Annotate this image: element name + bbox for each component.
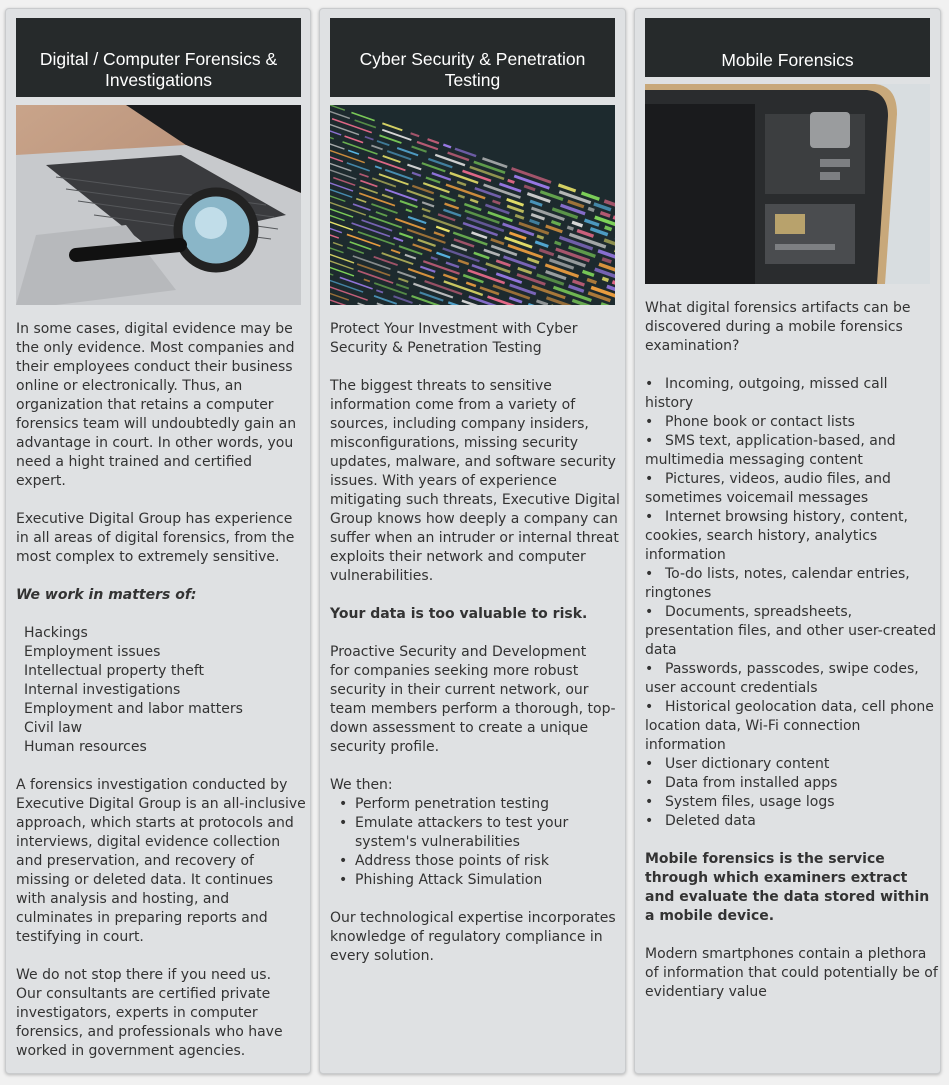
list-item: • Emulate attackers to test your system's vulnerabilities: [330, 814, 620, 852]
card-body: [16, 320, 306, 1080]
list-item: Internal investigations: [24, 682, 181, 698]
card-body: [330, 320, 620, 985]
bullet: •: [645, 604, 654, 620]
artifacts-list: [645, 375, 939, 831]
investigation-paragraph: A forensics investigation conducted by Executive Digital Group is an all-inclusive approach, which starts at protocols and interviews, digital evidence collection and preservation, and recovery of missing or deleted data. It continues with analysis and hosting, and culminates in preparing reports and testifying in court.: [16, 777, 306, 945]
matters-list: [16, 624, 306, 757]
list-item: • Phishing Attack Simulation: [330, 871, 620, 890]
bullet: •: [645, 376, 654, 392]
list-item: [645, 413, 939, 432]
consultants-paragraph: [16, 966, 306, 1061]
bullet: •: [645, 699, 654, 715]
bullet: •: [645, 775, 654, 791]
list-item: [645, 812, 939, 831]
threats-paragraph: The biggest threats to sensitive information come from a variety of sources, including company insiders, misconfigurations, missing security updates, malware, and software security issues. With years of experience mitigating such threats, Executive Digital Group knows how deeply a company can suffer when an intruder or internal threat exploits their network and computer vulnerabilities.: [330, 378, 620, 584]
artifact-text: Phone book or contact lists: [665, 414, 855, 430]
intro-paragraph: Protect Your Investment with Cyber Security & Penetration Testing: [330, 321, 578, 356]
artifact-text: Deleted data: [665, 813, 756, 829]
artifact-text: SMS text, application-based, and multimedia messaging content: [645, 433, 896, 468]
consultants-line2: Our consultants are certified private investigators, experts in computer forensics, and professionals who have worked in government agencies.: [16, 986, 283, 1059]
bullet: •: [645, 509, 654, 525]
artifact-text: To-do lists, notes, calendar entries, ringtones: [645, 566, 910, 601]
list-item: [645, 508, 939, 565]
artifact-text: Internet browsing history, content, cookies, search history, analytics information: [645, 509, 908, 563]
bullet: •: [645, 813, 654, 829]
list-item: Human resources: [24, 739, 147, 755]
code-screen-image: [330, 105, 615, 305]
matters-heading: We work in matters of:: [16, 587, 197, 603]
list-item: • Address those points of risk: [330, 852, 620, 871]
bullet: •: [645, 471, 654, 487]
card-title: Cyber Security & Penetration Testing: [330, 18, 615, 97]
proactive-line1: Proactive Security and Development: [330, 644, 587, 660]
artifact-text: Data from installed apps: [665, 775, 838, 791]
card-mobile-forensics: [634, 8, 941, 1074]
smartphones-paragraph: Modern smartphones contain a plethora of information that could potentially be of evidentiary value: [645, 946, 938, 1000]
experience-paragraph: Executive Digital Group has experience in all areas of digital forensics, from the most complex to extremely sensitive.: [16, 511, 295, 565]
list-item: [645, 660, 939, 698]
card-computer-forensics: [5, 8, 311, 1074]
artifact-text: System files, usage logs: [665, 794, 835, 810]
list-item: Hackings: [24, 625, 88, 641]
card-cyber-security: [319, 8, 626, 1074]
then-list: [330, 795, 620, 890]
proactive-paragraph: [330, 643, 620, 757]
list-item: Civil law: [24, 720, 83, 736]
artifact-text: Pictures, videos, audio files, and sometimes voicemail messages: [645, 471, 891, 506]
phone-internals-image: [645, 84, 930, 284]
artifact-text: Incoming, outgoing, missed call history: [645, 376, 888, 411]
artifact-text: User dictionary content: [665, 756, 830, 772]
then-label: We then:: [330, 777, 393, 793]
list-item: • Perform penetration testing: [330, 795, 620, 814]
list-item: Intellectual property theft: [24, 663, 205, 679]
consultants-line1: We do not stop there if you need us.: [16, 967, 272, 983]
list-item: Employment and labor matters: [24, 701, 243, 717]
list-item: [645, 565, 939, 603]
artifact-text: Historical geolocation data, cell phone location data, Wi-Fi connection information: [645, 699, 934, 753]
laptop-magnifier-image: [16, 105, 301, 305]
list-item: Employment issues: [24, 644, 161, 660]
valuable-heading: Your data is too valuable to risk.: [330, 606, 588, 622]
bullet: •: [645, 433, 654, 449]
list-item: [645, 755, 939, 774]
bullet: •: [645, 661, 654, 677]
list-item: [645, 432, 939, 470]
bullet: •: [645, 566, 654, 582]
list-item: [645, 470, 939, 508]
proactive-line2: for companies seeking more robust security in their current network, our team members perform a thorough, top-down assessment to create a unique security profile.: [330, 663, 616, 755]
list-item: [645, 375, 939, 413]
card-title: Mobile Forensics: [645, 18, 930, 77]
definition-paragraph: Mobile forensics is the service through which examiners extract and evaluate the data stored within a mobile device.: [645, 851, 930, 924]
artifact-text: Passwords, passcodes, swipe codes, user account credentials: [645, 661, 919, 696]
list-item: [645, 603, 939, 660]
card-body: [645, 299, 939, 1021]
list-item: [645, 793, 939, 812]
intro-paragraph: In some cases, digital evidence may be the only evidence. Most companies and their employees conduct their business online or electronically. Thus, an organization that retains a computer forensics team will undoubtedly gain an advantage in court. In other words, you need a hight trained and certified expert.: [16, 321, 297, 489]
intro-paragraph: What digital forensics artifacts can be discovered during a mobile forensics examination?: [645, 300, 911, 354]
list-item: [645, 698, 939, 755]
card-title: Digital / Computer Forensics & Investigations: [16, 18, 301, 97]
bullet: •: [645, 414, 654, 430]
list-item: [645, 774, 939, 793]
expertise-paragraph: Our technological expertise incorporates knowledge of regulatory compliance in every solution.: [330, 910, 616, 964]
bullet: •: [645, 794, 654, 810]
bullet: •: [645, 756, 654, 772]
artifact-text: Documents, spreadsheets, presentation files, and other user-created data: [645, 604, 937, 658]
